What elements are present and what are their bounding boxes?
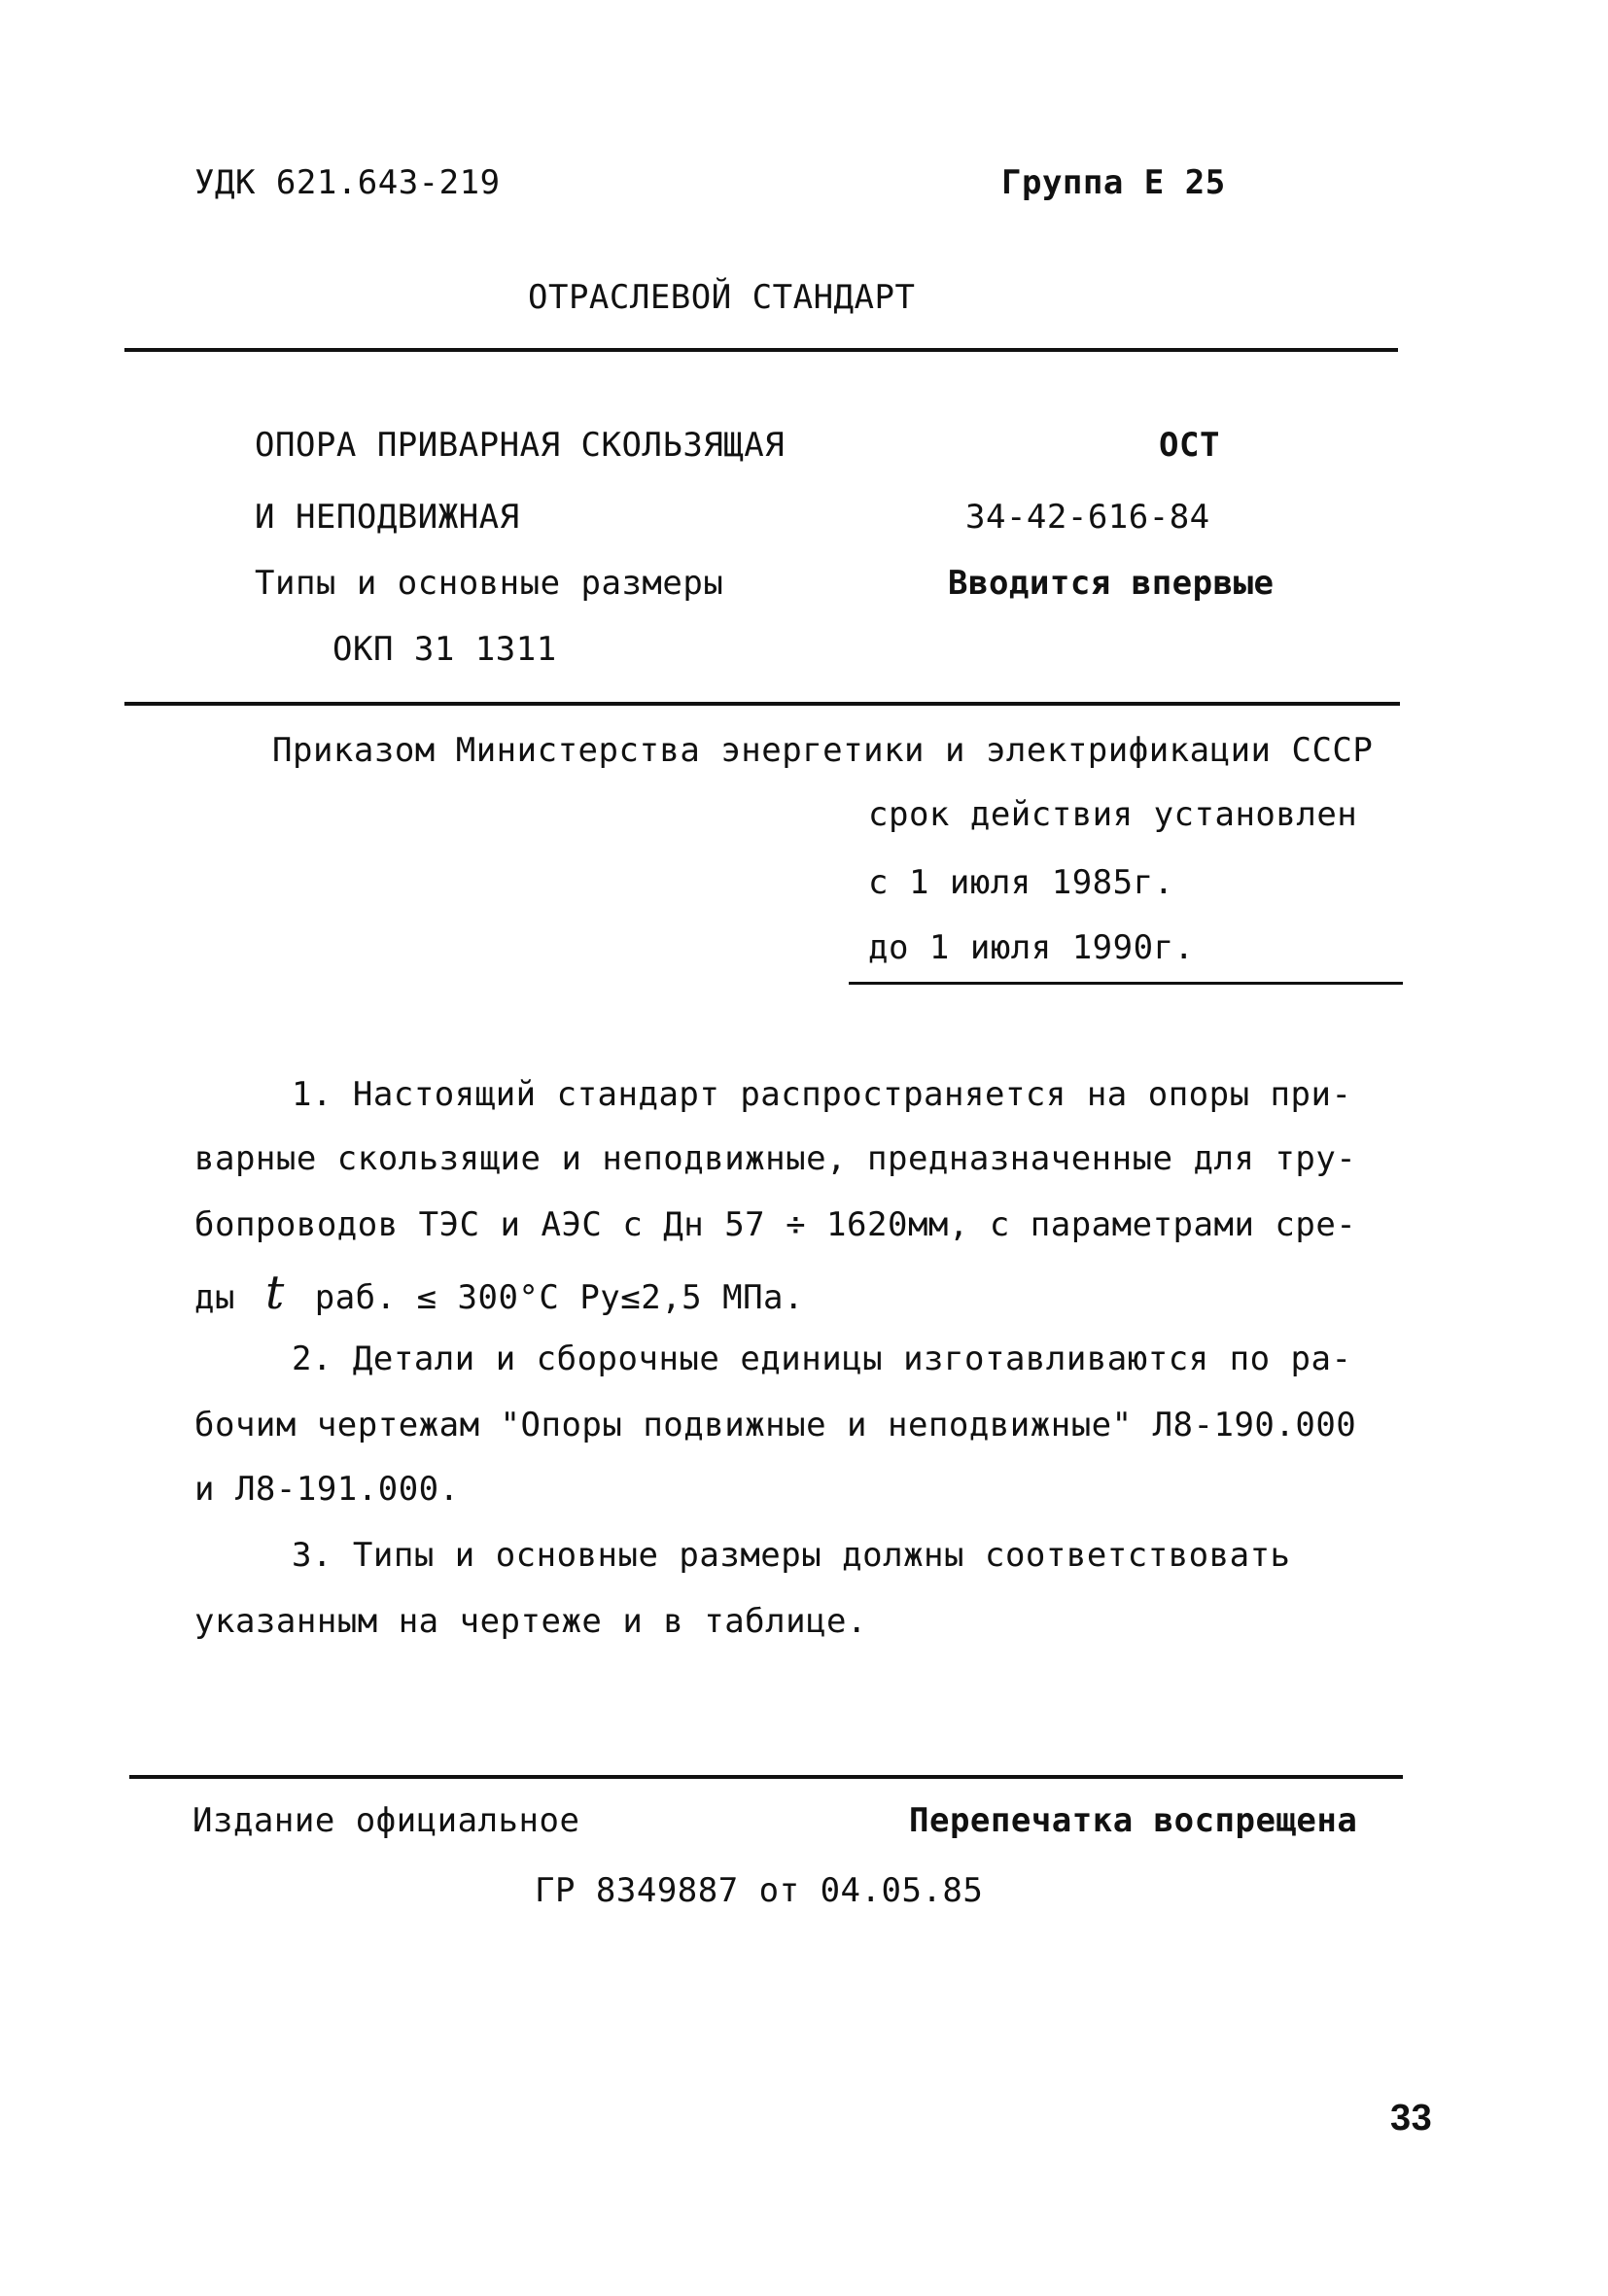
- validity-start: с 1 июля 1985г.: [868, 863, 1174, 902]
- title-block-divider: [124, 702, 1400, 706]
- header-divider: [124, 348, 1398, 352]
- paragraph-1-line1: 1. Настоящий стандарт распространяется на опоры при-: [292, 1075, 1352, 1114]
- paragraph-1-line3: бопроводов ТЭС и АЭС с Дн 57 ÷ 1620мм, с параметрами сре-: [194, 1205, 1357, 1244]
- paragraph-3-line2: указанным на чертеже и в таблице.: [194, 1602, 868, 1641]
- temperature-symbol: t: [264, 1266, 285, 1320]
- reprint-notice: Перепечатка воспрещена: [909, 1801, 1358, 1840]
- document-subtitle: Типы и основные размеры: [255, 564, 724, 603]
- group-code: Группа Е 25: [1001, 163, 1226, 202]
- validity-label: срок действия установлен: [868, 795, 1358, 834]
- order-line1: Приказом Министерства энергетики и электрификации СССР: [272, 731, 1374, 770]
- paragraph-1-line4-start: ды: [194, 1278, 235, 1317]
- edition-label: Издание официальное: [192, 1801, 580, 1840]
- okp-code: ОКП 31 1311: [332, 630, 557, 669]
- paragraph-1-line2: варные скользящие и неподвижные, предназначенные для тру-: [194, 1139, 1357, 1178]
- standard-type-heading: ОТРАСЛЕВОЙ СТАНДАРТ: [528, 278, 916, 317]
- document-title-line2: И НЕПОДВИЖНАЯ: [255, 498, 520, 537]
- paragraph-3-line1: 3. Типы и основные размеры должны соответствовать: [292, 1536, 1291, 1575]
- paragraph-2-line1: 2. Детали и сборочные единицы изготавливаются по ра-: [292, 1339, 1352, 1378]
- paragraph-1-line4-end: раб. ≤ 300°С Ру≤2,5 МПа.: [314, 1278, 804, 1317]
- ost-label: ОСТ: [1159, 426, 1220, 465]
- page-number: 33: [1390, 2098, 1433, 2139]
- validity-end: до 1 июля 1990г.: [868, 928, 1195, 967]
- order-divider: [849, 982, 1403, 985]
- introduction-status: Вводится впервые: [948, 564, 1275, 603]
- paragraph-2-line2: бочим чертежам "Опоры подвижные и неподвижные" Л8-190.000: [194, 1406, 1357, 1444]
- paragraph-1-line4: [194, 1266, 804, 1320]
- ost-number: 34-42-616-84: [965, 498, 1210, 537]
- registration-number: ГР 8349887 от 04.05.85: [535, 1871, 984, 1910]
- paragraph-2-line3: и Л8-191.000.: [194, 1470, 460, 1509]
- footer-divider: [129, 1775, 1403, 1779]
- udk-code: УДК 621.643-219: [194, 163, 501, 202]
- document-title-line1: ОПОРА ПРИВАРНАЯ СКОЛЬЗЯЩАЯ: [255, 426, 786, 465]
